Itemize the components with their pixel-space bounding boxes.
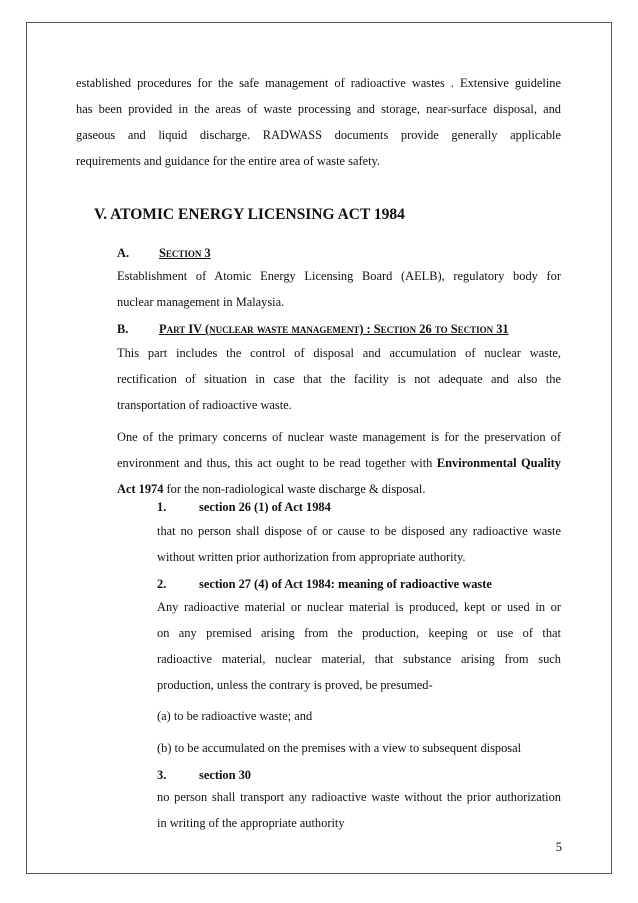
- section-heading: V. ATOMIC ENERGY LICENSING ACT 1984: [94, 206, 405, 223]
- subsection-a-line: Establishment of Atomic Energy Licensing Board (AELB), regulatory body for: [117, 269, 561, 283]
- subsection-number: A.: [117, 246, 130, 260]
- intro-line: has been provided in the areas of waste processing and storage, near-surface disposal, and: [76, 102, 561, 116]
- subsection-b-heading: [117, 322, 509, 337]
- subsection-b-para2-line: [117, 450, 561, 476]
- item-number: 3.: [157, 768, 167, 782]
- item-1-line: that no person shall dispose of or cause to be disposed any radioactive waste: [157, 524, 561, 538]
- intro-line: established procedures for the safe management of radioactive wastes . Extensive guideline: [76, 76, 561, 90]
- subsection-b-para2-line: One of the primary concerns of nuclear waste management is for the preservation of: [117, 430, 561, 444]
- item-2-line: Any radioactive material or nuclear material is produced, kept or used in or: [157, 600, 561, 614]
- para2-text: for the non-radiological waste discharge & disposal.: [163, 482, 426, 496]
- item-3-heading: [157, 768, 251, 783]
- subsection-b-line: transportation of radioactive waste.: [117, 398, 292, 412]
- subsection-b-line: This part includes the control of disposal and accumulation of nuclear waste,: [117, 346, 561, 360]
- subsection-title: Part IV (nuclear waste management) : Section 26 to Section 31: [159, 322, 509, 336]
- item-number: 2.: [157, 577, 167, 591]
- item-2-line: radioactive material, nuclear material, that substance arising from such: [157, 652, 561, 666]
- item-title: section 26 (1) of Act 1984: [199, 500, 331, 514]
- item-title: section 30: [199, 768, 251, 782]
- item-2-heading: [157, 577, 492, 592]
- item-3-line: no person shall transport any radioactive waste without the prior authorization: [157, 790, 561, 804]
- item-2-line: production, unless the contrary is proved, be presumed-: [157, 678, 433, 692]
- page-number: 5: [555, 840, 562, 854]
- item-3-line: in writing of the appropriate authority: [157, 816, 345, 830]
- subsection-a-line: nuclear management in Malaysia.: [117, 295, 285, 309]
- subsection-b-line: rectification of situation in case that the facility is not adequate and also the: [117, 372, 561, 386]
- item-number: 1.: [157, 500, 167, 514]
- subsection-number: B.: [117, 322, 129, 336]
- para2-text: environment and thus, this act ought to be read together with: [117, 456, 437, 470]
- act-name-bold: Environmental Quality: [436, 456, 561, 470]
- subsection-b-para2-line: [117, 476, 561, 502]
- act-name-bold: Act 1974: [117, 482, 164, 496]
- intro-line: gaseous and liquid discharge. RADWASS documents provide generally applicable: [76, 128, 561, 142]
- item-1-heading: [157, 500, 331, 515]
- item-2-sub-a: (a) to be radioactive waste; and: [157, 709, 313, 723]
- item-1-line: without written prior authorization from appropriate authority.: [157, 550, 466, 564]
- intro-line: requirements and guidance for the entire area of waste safety.: [76, 154, 380, 168]
- item-title: section 27 (4) of Act 1984: meaning of radioactive waste: [199, 577, 492, 591]
- item-2-sub-b: (b) to be accumulated on the premises with a view to subsequent disposal: [157, 741, 522, 755]
- subsection-title: Section 3: [159, 246, 211, 260]
- item-2-line: on any premised arising from the production, keeping or use of that: [157, 626, 561, 640]
- subsection-a-heading: [117, 246, 211, 261]
